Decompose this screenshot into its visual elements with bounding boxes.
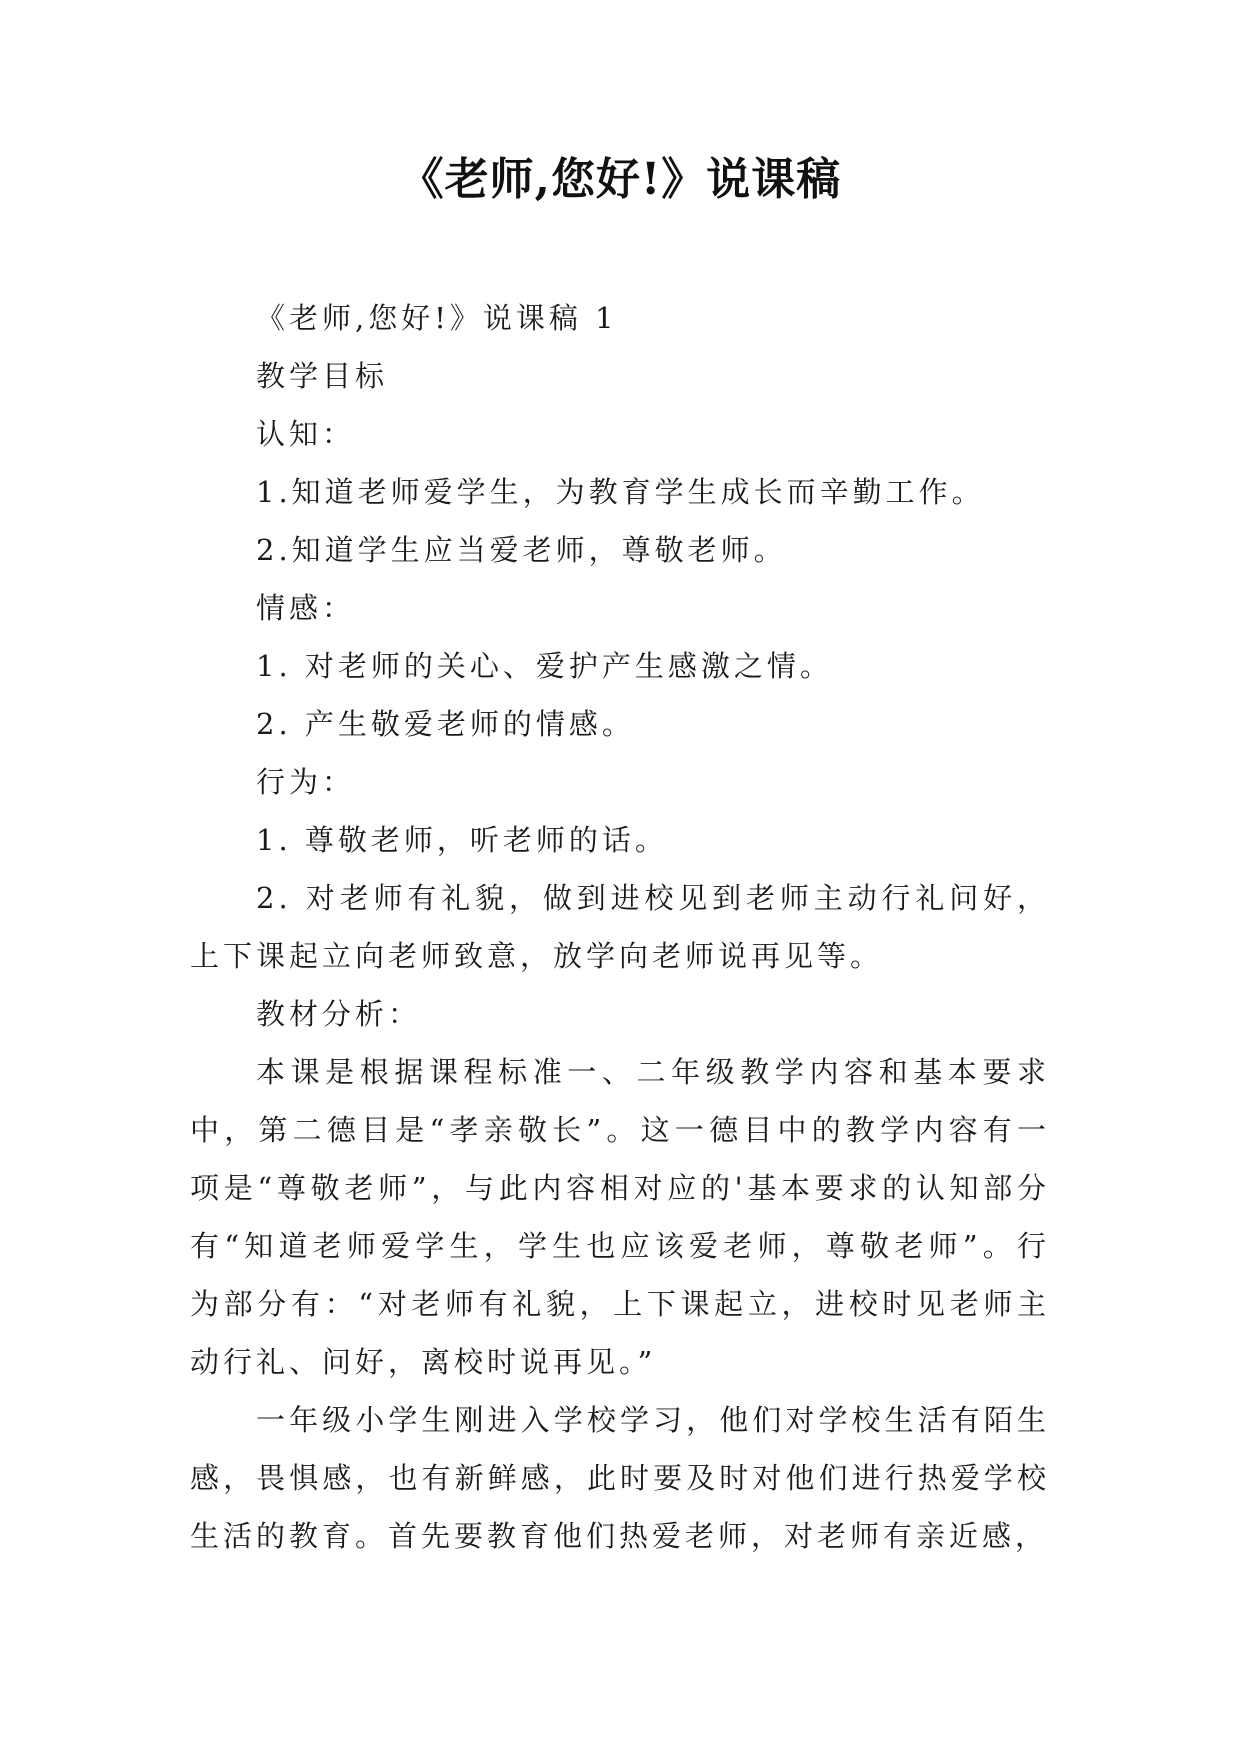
behavior-item-2: 2. 对老师有礼貌，做到进校见到老师主动行礼问好，上下课起立向老师致意，放学向老师说再见等。 [190, 881, 1050, 973]
behavior-item-1: 1. 尊敬老师，听老师的话。 [256, 823, 668, 857]
emotion-item-2: 2. 产生敬爱老师的情感。 [256, 707, 635, 741]
label-emotion: 情感： [256, 591, 356, 625]
label-cognition: 认知： [256, 417, 356, 451]
subheading-material-analysis: 教材分析： [256, 997, 422, 1031]
document-body [190, 289, 1050, 1565]
label-behavior: 行为： [256, 765, 356, 799]
cognition-item-2: 2.知道学生应当爱老师，尊敬老师。 [256, 533, 787, 567]
document-title: 《老师,您好!》说课稿 [399, 154, 842, 205]
body-paragraph: 一年级小学生刚进入学校学习，他们对学校生活有陌生感，畏惧感，也有新鲜感，此时要及时对他们进行热爱学校生活的教育。首先要教育他们热爱老师，对老师有亲近感， [190, 1403, 1050, 1553]
body-paragraph: 本课是根据课程标准一、二年级教学内容和基本要求中，第二德目是“孝亲敬长”。这一德目中的教学内容有一项是“尊敬老师”，与此内容相对应的'基本要求的认知部分有“知道老师爱学生，学生也应该爱老师，尊敬老师”。行为部分有：“对老师有礼貌，上下课起立，进校时见老师主动行礼、问好，离校时说再见。” [190, 1055, 1050, 1379]
cognition-item-1: 1.知道老师爱学生，为教育学生成长而辛勤工作。 [256, 475, 985, 509]
emotion-item-1: 1. 对老师的关心、爱护产生感激之情。 [256, 649, 833, 683]
section-heading: 《老师,您好!》说课稿 1 [256, 301, 618, 335]
subheading-teaching-goals: 教学目标 [256, 359, 389, 393]
